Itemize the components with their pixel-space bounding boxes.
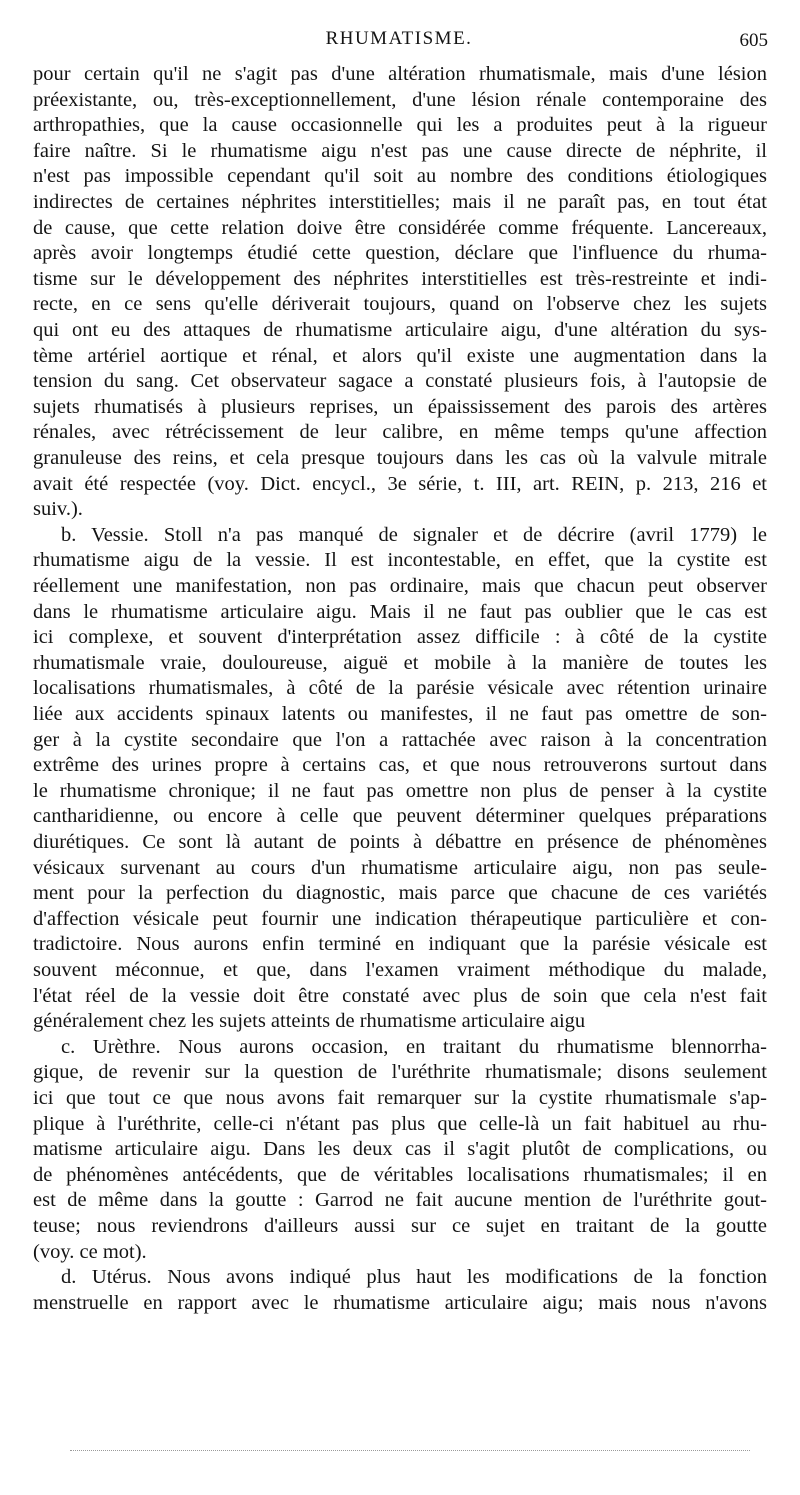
text-line: cantharidienne, ou encore à celle que peuvent déterminer quelques préparations bbox=[33, 805, 767, 827]
text-line: sujets rhumatisés à plusieurs reprises, un épaississement des parois des artères bbox=[33, 396, 767, 418]
text-line: gique, de revenir sur la question de l'uréthrite rhumatismale; disons seulement bbox=[33, 1061, 767, 1083]
running-title: RHUMATISME. bbox=[325, 28, 473, 49]
text-line: ici complexe, et souvent d'interprétation assez difficile : à côté de la cystite bbox=[33, 626, 767, 648]
text-line: ici que tout ce que nous avons fait remarquer sur la cystite rhumatismale s'ap- bbox=[33, 1087, 767, 1109]
text-line: de cause, que cette relation doive être considérée comme fréquente. Lancereaux, bbox=[33, 217, 767, 239]
text-line: granuleuse des reins, et cela presque toujours dans les cas où la valvule mitrale bbox=[33, 447, 767, 469]
text-line: c. Urèthre. Nous aurons occasion, en traitant du rhumatisme blennorrha- bbox=[61, 1036, 767, 1058]
text-line: de phénomènes antécédents, que de véritables localisations rhumatismales; il en bbox=[33, 1164, 767, 1186]
running-head bbox=[30, 28, 768, 54]
text-line: plique à l'uréthrite, celle-ci n'étant pas plus que celle-là un fait habituel au rhu- bbox=[33, 1113, 767, 1135]
text-line: réellement une manifestation, non pas ordinaire, mais que chacun peut observer bbox=[33, 575, 767, 597]
text-line: teuse; nous reviendrons d'ailleurs aussi sur ce sujet en traitant de la goutte bbox=[33, 1215, 767, 1237]
text-line: dans le rhumatisme articulaire aigu. Mais il ne faut pas oublier que le cas est bbox=[33, 601, 767, 623]
text-line: localisations rhumatismales, à côté de la parésie vésicale avec rétention urinaire bbox=[33, 677, 767, 699]
text-line: rhumatisme aigu de la vessie. Il est incontestable, en effet, que la cystite est bbox=[33, 549, 767, 571]
text-line: ger à la cystite secondaire que l'on a rattachée avec raison à la concentration bbox=[33, 729, 767, 751]
text-line: tension du sang. Cet observateur sagace a constaté plusieurs fois, à l'autopsie de bbox=[33, 370, 767, 392]
text-line: le rhumatisme chronique; il ne faut pas omettre non plus de penser à la cystite bbox=[33, 780, 767, 802]
text-line: suiv.). bbox=[33, 498, 83, 520]
text-line: (voy. ce mot). bbox=[33, 1241, 147, 1263]
text-line: après avoir longtemps étudié cette question, déclare que l'influence du rhuma- bbox=[33, 242, 767, 264]
text-line: recte, en ce sens qu'elle dériverait toujours, quand on l'observe chez les sujets bbox=[33, 293, 767, 315]
text-line: d'affection vésicale peut fournir une indication thérapeutique particulière et con- bbox=[33, 908, 767, 930]
text-line: est de même dans la goutte : Garrod ne fait aucune mention de l'uréthrite gout- bbox=[33, 1189, 767, 1211]
text-line: tradictoire. Nous aurons enfin terminé en indiquant que la parésie vésicale est bbox=[33, 933, 767, 955]
bottom-dotted-rule bbox=[70, 1450, 750, 1453]
text-line: d. Utérus. Nous avons indiqué plus haut les modifications de la fonction bbox=[61, 1266, 767, 1288]
text-line: matisme articulaire aigu. Dans les deux cas il s'agit plutôt de complications, ou bbox=[33, 1138, 767, 1160]
text-line: souvent méconnue, et que, dans l'examen vraiment méthodique du malade, bbox=[33, 959, 767, 981]
text-line: extrême des urines propre à certains cas, et que nous retrouverons surtout dans bbox=[33, 754, 767, 776]
text-line: diurétiques. Ce sont là autant de points à débattre en présence de phénomènes bbox=[33, 831, 767, 853]
text-line: rénales, avec rétrécissement de leur calibre, en même temps qu'une affection bbox=[33, 421, 767, 443]
text-line: rhumatismale vraie, douloureuse, aiguë et mobile à la manière de toutes les bbox=[33, 652, 767, 674]
text-line: qui ont eu des attaques de rhumatisme articulaire aigu, d'une altération du sys- bbox=[33, 319, 767, 341]
text-line: tisme sur le développement des néphrites interstitielles est très-restreinte et indi- bbox=[33, 268, 767, 290]
text-line: menstruelle en rapport avec le rhumatisme articulaire aigu; mais nous n'avons bbox=[33, 1292, 767, 1314]
text-line: vésicaux survenant au cours d'un rhumatisme articulaire aigu, non pas seule- bbox=[33, 857, 767, 879]
text-line: arthropathies, que la cause occasionnelle qui les a produites peut à la rigueur bbox=[33, 114, 767, 136]
page-number: 605 bbox=[739, 30, 768, 51]
text-line: faire naître. Si le rhumatisme aigu n'est pas une cause directe de néphrite, il bbox=[33, 140, 767, 162]
text-line: n'est pas impossible cependant qu'il soit au nombre des conditions étiologiques bbox=[33, 165, 767, 187]
text-line: pour certain qu'il ne s'agit pas d'une altération rhumatismale, mais d'une lésion bbox=[33, 63, 767, 85]
text-line: liée aux accidents spinaux latents ou manifestes, il ne faut pas omettre de son- bbox=[33, 703, 767, 725]
text-line: tème artériel aortique et rénal, et alors qu'il existe une augmentation dans la bbox=[33, 345, 767, 367]
text-line: ment pour la perfection du diagnostic, mais parce que chacune de ces variétés bbox=[33, 882, 767, 904]
text-line: l'état réel de la vessie doit être constaté avec plus de soin que cela n'est fait bbox=[33, 985, 767, 1007]
text-line: préexistante, ou, très-exceptionnellement, d'une lésion rénale contemporaine des bbox=[33, 89, 767, 111]
text-line: généralement chez les sujets atteints de rhumatisme articulaire aigu bbox=[33, 1010, 586, 1032]
text-line: indirectes de certaines néphrites interstitielles; mais il ne paraît pas, en tout état bbox=[33, 191, 767, 213]
text-line: avait été respectée (voy. Dict. encycl., 3e série, t. III, art. REIN, p. 213, 216 et bbox=[33, 473, 767, 495]
text-line: b. Vessie. Stoll n'a pas manqué de signaler et de décrire (avril 1779) le bbox=[61, 524, 767, 546]
